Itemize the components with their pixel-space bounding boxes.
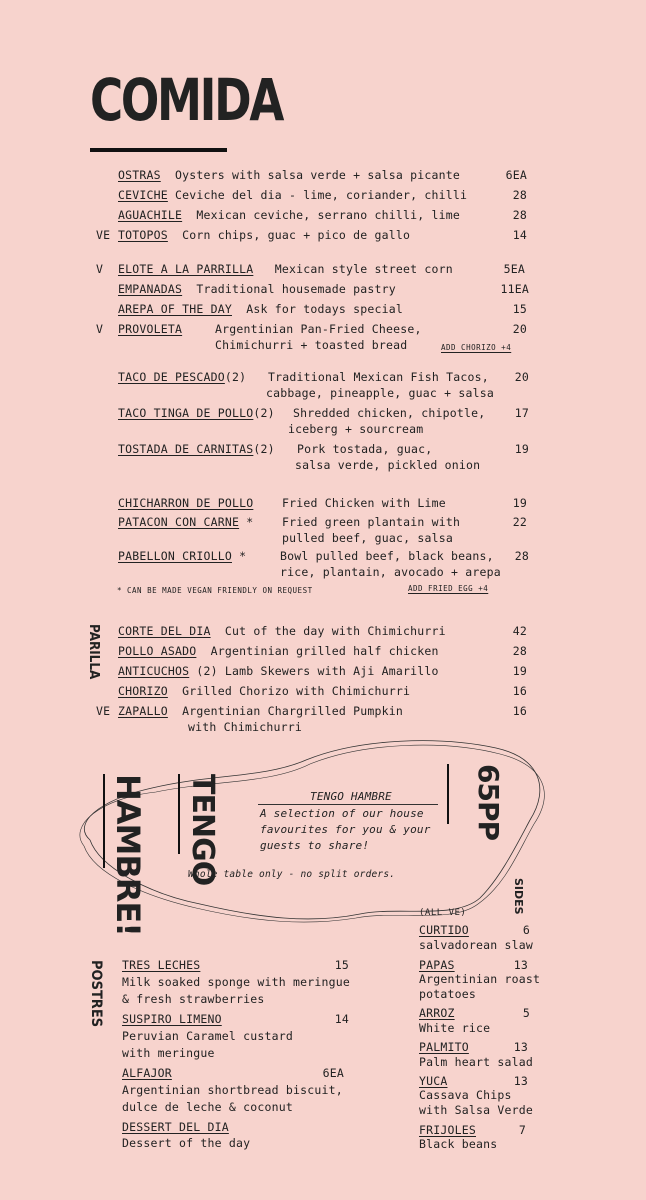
menu-item-corte xyxy=(118,623,446,639)
item-desc: Fried green plantain with xyxy=(282,515,461,529)
item-price: 16 xyxy=(512,704,527,718)
item-name: ELOTE A LA PARRILLA xyxy=(118,262,254,276)
item-desc: Mexican style street corn xyxy=(274,262,453,276)
item-desc: Grilled Chorizo with Chimichurri xyxy=(182,684,411,698)
feast-word-hambre: HAMBRE! xyxy=(109,774,147,936)
addon-chorizo: ADD CHORIZO +4 xyxy=(441,343,512,352)
item-desc: Cut of the day with Chimichurri xyxy=(224,624,446,638)
item-price: 22 xyxy=(512,515,527,529)
item-name: AGUACHILE xyxy=(118,208,183,222)
item-price: 11EA xyxy=(500,282,529,296)
item-desc: Argentinian Pan-Fried Cheese, xyxy=(215,322,422,336)
side-name: FRIJOLES xyxy=(419,1123,476,1137)
section-label-parilla: PARILLA xyxy=(86,624,102,680)
title-underline xyxy=(90,148,227,152)
side-desc: White rice xyxy=(419,1021,491,1035)
menu-item-anticuchos xyxy=(118,663,439,679)
feast-note: Whole table only - no split orders. xyxy=(188,869,396,880)
menu-item-pabellon xyxy=(118,548,246,564)
feast-desc-line2: favourites for you & your xyxy=(260,823,431,836)
menu-item-taco-tinga xyxy=(118,405,275,421)
item-desc: Ceviche del dia - lime, coriander, chilli xyxy=(175,188,468,202)
item-price: 14 xyxy=(512,228,527,242)
item-desc-line2: Chimichurri + toasted bread xyxy=(215,338,408,352)
menu-item-ceviche xyxy=(118,187,467,203)
item-price: 19 xyxy=(512,496,527,510)
item-price: 28 xyxy=(512,188,527,202)
side-price: 13 xyxy=(513,958,528,972)
diet-tag: VE xyxy=(96,228,111,242)
feast-heading: TENGO HAMBRE xyxy=(258,790,438,805)
side-price: 7 xyxy=(518,1123,526,1137)
item-name: CHICHARRON DE POLLO xyxy=(118,496,254,510)
side-desc: salvadorean slaw xyxy=(419,938,533,952)
menu-item-ostras xyxy=(118,167,460,183)
item-name: PROVOLETA xyxy=(118,322,183,336)
dessert-desc-line2: dulce de leche & coconut xyxy=(122,1100,293,1114)
feast-rule xyxy=(178,774,180,854)
menu-item-empanadas xyxy=(118,281,396,297)
item-desc: (2) Lamb Skewers with Aji Amarillo xyxy=(196,664,439,678)
dessert-desc: Milk soaked sponge with meringue xyxy=(122,975,350,989)
feast-rule xyxy=(447,764,449,824)
menu-item-arepa xyxy=(118,301,403,317)
side-price: 6 xyxy=(522,923,530,937)
item-name: EMPANADAS xyxy=(118,282,183,296)
side-name: CURTIDO xyxy=(419,923,469,937)
item-name: ANTICUCHOS xyxy=(118,664,190,678)
item-price: 20 xyxy=(514,370,529,384)
dessert-name: DESSERT DEL DIA xyxy=(122,1120,229,1134)
menu-item-tostada xyxy=(118,441,275,457)
item-price: 42 xyxy=(512,624,527,638)
item-desc-line2: with Chimichurri xyxy=(188,720,302,734)
addon-egg: ADD FRIED EGG +4 xyxy=(408,584,489,593)
item-price: 6EA xyxy=(505,168,527,182)
item-price: 16 xyxy=(512,684,527,698)
feast-word-tengo: TENGO xyxy=(185,774,220,886)
side-price: 13 xyxy=(513,1074,528,1088)
item-desc-line2: rice, plantain, avocado + arepa xyxy=(280,565,501,579)
menu-item-provoleta xyxy=(118,321,182,337)
dessert-price: 14 xyxy=(334,1012,349,1026)
dessert-price: 6EA xyxy=(322,1066,344,1080)
item-desc-line2: pulled beef, guac, salsa xyxy=(282,531,453,545)
item-name: OSTRAS xyxy=(118,168,161,182)
feast-desc-line3: guests to share! xyxy=(260,839,370,852)
dessert-desc-line2: & fresh strawberries xyxy=(122,992,265,1006)
dessert-price: 15 xyxy=(334,958,349,972)
feast-price: 65PP xyxy=(472,764,505,841)
menu-item-aguachile xyxy=(118,207,460,223)
side-name: PAPAS xyxy=(419,958,455,972)
item-price: 28 xyxy=(512,644,527,658)
item-qty: (2) xyxy=(253,406,275,420)
side-desc: Black beans xyxy=(419,1137,498,1151)
vegan-mark: * xyxy=(239,549,247,563)
item-price: 19 xyxy=(512,664,527,678)
dessert-desc: Argentinian shortbread biscuit, xyxy=(122,1083,343,1097)
dessert-name: ALFAJOR xyxy=(122,1066,172,1080)
feast-desc-line1: A selection of our house xyxy=(260,807,424,820)
dessert-desc: Dessert of the day xyxy=(122,1136,251,1150)
sides-note: (ALL VE) xyxy=(419,908,467,918)
menu-item-pollo-asado xyxy=(118,643,439,659)
item-name: ZAPALLO xyxy=(118,704,168,718)
item-name: CORTE DEL DIA xyxy=(118,624,211,638)
item-qty: (2) xyxy=(224,370,247,384)
menu-item-chicharron xyxy=(118,495,253,511)
side-price: 13 xyxy=(513,1040,528,1054)
item-name: POLLO ASADO xyxy=(118,644,197,658)
menu-item-totopos xyxy=(118,227,410,243)
item-name: PATACON CON CARNE xyxy=(118,515,240,529)
feast-rule xyxy=(103,774,105,868)
diet-tag: V xyxy=(96,262,104,276)
menu-item-elote xyxy=(118,261,453,277)
side-name: ARROZ xyxy=(419,1006,455,1020)
side-desc-line2: potatoes xyxy=(419,987,476,1001)
item-desc: Pork tostada, guac, xyxy=(297,442,433,456)
page-title: COMIDA xyxy=(90,66,283,134)
item-desc: Argentinian Chargrilled Pumpkin xyxy=(182,704,403,718)
item-desc: Mexican ceviche, serrano chilli, lime xyxy=(196,208,460,222)
side-desc: Cassava Chips xyxy=(419,1088,512,1102)
item-desc: Oysters with salsa verde + salsa picante xyxy=(175,168,460,182)
item-desc: Corn chips, guac + pico de gallo xyxy=(182,228,411,242)
item-desc-line2: salsa verde, pickled onion xyxy=(295,458,481,472)
item-price: 19 xyxy=(514,442,529,456)
item-price: 20 xyxy=(512,322,527,336)
side-price: 5 xyxy=(522,1006,530,1020)
item-price: 5EA xyxy=(503,262,525,276)
item-desc: Shredded chicken, chipotle, xyxy=(293,406,486,420)
section-label-sides: SIDES xyxy=(512,878,525,915)
menu-item-patacon xyxy=(118,514,253,530)
dessert-name: SUSPIRO LIMENO xyxy=(122,1012,222,1026)
item-desc: Argentinian grilled half chicken xyxy=(210,644,439,658)
item-qty: (2) xyxy=(253,442,275,456)
menu-item-zapallo xyxy=(118,703,403,719)
dessert-desc-line2: with meringue xyxy=(122,1046,215,1060)
item-name: TOSTADA DE CARNITAS xyxy=(118,442,254,456)
item-name: TACO DE PESCADO xyxy=(118,370,225,384)
item-desc: Fried Chicken with Lime xyxy=(282,496,446,510)
item-name: PABELLON CRIOLLO xyxy=(118,549,232,563)
item-name: TOTOPOS xyxy=(118,228,168,242)
dessert-desc: Peruvian Caramel custard xyxy=(122,1029,293,1043)
section-label-postres: POSTRES xyxy=(87,960,104,1028)
side-desc-line2: with Salsa Verde xyxy=(419,1103,533,1117)
item-desc: Ask for todays special xyxy=(246,302,403,316)
item-desc-line2: cabbage, pineapple, guac + salsa xyxy=(266,386,494,400)
menu-item-taco-pescado xyxy=(118,369,246,385)
vegan-mark: * xyxy=(246,515,254,529)
side-name: PALMITO xyxy=(419,1040,469,1054)
vegan-note: * CAN BE MADE VEGAN FRIENDLY ON REQUEST xyxy=(117,586,313,595)
side-desc: Argentinian roast xyxy=(419,972,541,986)
item-name: TACO TINGA DE POLLO xyxy=(118,406,254,420)
side-desc: Palm heart salad xyxy=(419,1055,533,1069)
item-price: 28 xyxy=(512,208,527,222)
menu-item-chorizo xyxy=(118,683,410,699)
item-desc-line2: iceberg + sourcream xyxy=(288,422,424,436)
item-price: 17 xyxy=(514,406,529,420)
diet-tag: VE xyxy=(96,704,111,718)
side-name: YUCA xyxy=(419,1074,448,1088)
item-desc: Traditional Mexican Fish Tacos, xyxy=(268,370,489,384)
item-price: 28 xyxy=(514,549,529,563)
dessert-name: TRES LECHES xyxy=(122,958,201,972)
item-desc: Traditional housemade pastry xyxy=(196,282,396,296)
item-name: AREPA OF THE DAY xyxy=(118,302,232,316)
diet-tag: V xyxy=(96,322,104,336)
item-desc: Bowl pulled beef, black beans, xyxy=(280,549,494,563)
item-name: CHORIZO xyxy=(118,684,168,698)
item-name: CEVICHE xyxy=(118,188,168,202)
item-price: 15 xyxy=(512,302,527,316)
